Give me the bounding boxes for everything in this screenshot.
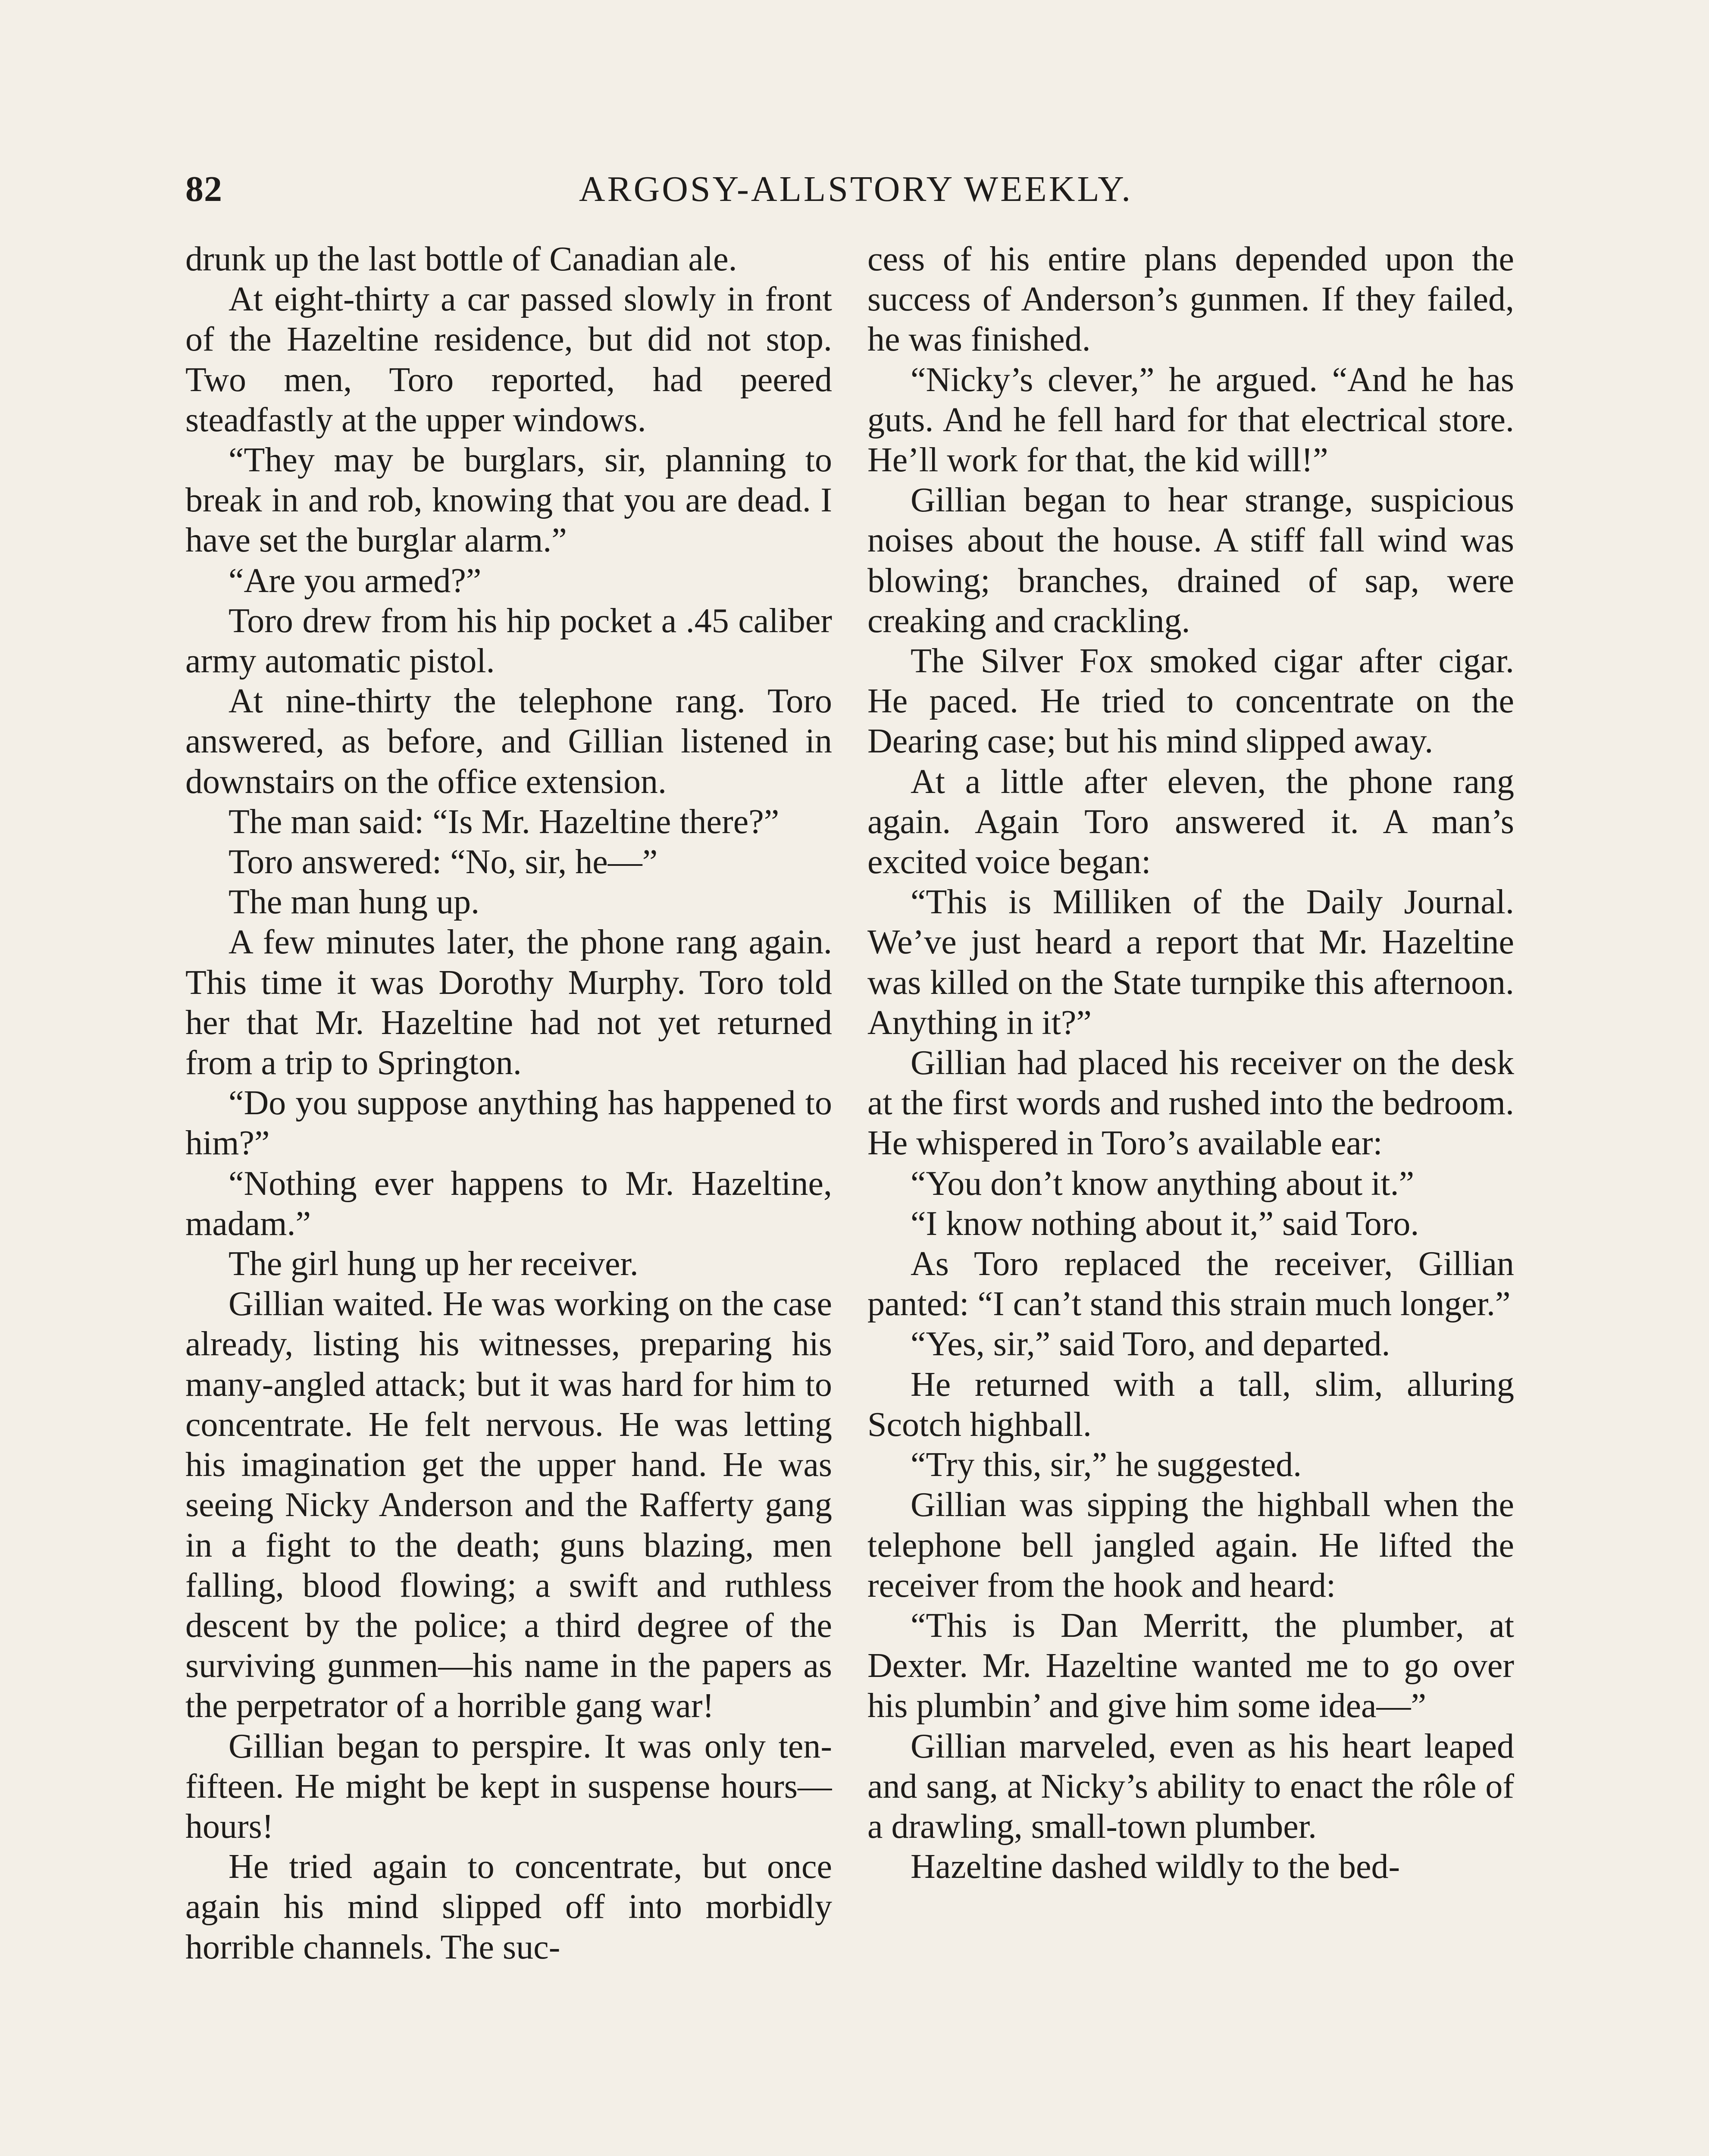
paragraph: He tried again to concentrate, but once again his mind slipped off into morbidly horrible channels. The suc- <box>185 1848 832 1966</box>
paragraph: drunk up the last bottle of Canadian ale. <box>185 240 737 278</box>
paragraph: Toro answered: “No, sir, he—” <box>228 843 658 881</box>
paragraph: Gillian was sipping the highball when the telephone bell jangled again. He lifted the receiver from the hook and heard: <box>867 1486 1514 1604</box>
paragraph: Gillian began to perspire. It was only ten-fifteen. He might be kept in suspense hours—hours! <box>185 1727 832 1846</box>
paragraph: “Nothing ever happens to Mr. Hazeltine, madam.” <box>185 1164 832 1243</box>
paragraph: Gillian began to hear strange, suspicious noises about the house. A stiff fall wind was blowing; branches, drained of sap, were creaking and crackling. <box>867 481 1514 640</box>
paragraph: “I know nothing about it,” said Toro. <box>911 1204 1419 1243</box>
paragraph: As Toro replaced the receiver, Gillian panted: “I can’t stand this strain much longer.” <box>867 1245 1514 1323</box>
paragraph: The man hung up. <box>228 883 480 921</box>
paragraph: Gillian had placed his receiver on the desk at the first words and rushed into the bedroom. He whispered in Toro’s available ear: <box>867 1044 1514 1163</box>
paragraph: At a little after eleven, the phone rang again. Again Toro answered it. A man’s excited voice began: <box>867 762 1514 881</box>
paragraph: The man said: “Is Mr. Hazeltine there?” <box>228 802 779 841</box>
paragraph: “Nicky’s clever,” he argued. “And he has guts. And he fell hard for that electrical store. He’ll work for that, the kid will!” <box>867 360 1514 479</box>
page-header <box>185 168 1526 220</box>
page-number: 82 <box>185 169 222 209</box>
paragraph: Toro drew from his hip pocket a .45 caliber army automatic pistol. <box>185 602 832 680</box>
paragraph: “Yes, sir,” said Toro, and departed. <box>911 1325 1390 1363</box>
paragraph: “This is Milliken of the Daily Journal. We’ve just heard a report that Mr. Hazeltine was killed on the State turnpike this afternoon. Anything in it?” <box>867 883 1514 1042</box>
paragraph: “Are you armed?” <box>228 561 482 600</box>
paragraph: At eight-thirty a car passed slowly in front of the Hazeltine residence, but did not stop. Two men, Toro reported, had peered steadfastly at the upper windows. <box>185 280 832 439</box>
paragraph: “You don’t know anything about it.” <box>911 1164 1415 1203</box>
paragraph: “Try this, sir,” he suggested. <box>911 1446 1302 1484</box>
paragraph: A few minutes later, the phone rang again. This time it was Dorothy Murphy. Toro told her that Mr. Hazeltine had not yet returned from a trip to Springton. <box>185 923 832 1082</box>
paragraph: He returned with a tall, slim, alluring Scotch highball. <box>867 1365 1514 1444</box>
paragraph: At nine-thirty the telephone rang. Toro answered, as before, and Gillian listened in downstairs on the office extension. <box>185 682 832 801</box>
right-column <box>867 239 1514 2156</box>
left-column <box>185 239 832 2156</box>
paragraph: Gillian marveled, even as his heart leaped and sang, at Nicky’s ability to enact the rôle of a drawling, small-town plumber. <box>867 1727 1514 1846</box>
paragraph: “Do you suppose anything has happened to him?” <box>185 1084 832 1163</box>
paragraph: The Silver Fox smoked cigar after cigar. He paced. He tried to concentrate on the Dearing case; but his mind slipped away. <box>867 642 1514 761</box>
paragraph: “They may be burglars, sir, planning to break in and rob, knowing that you are dead. I have set the burglar alarm.” <box>185 441 832 560</box>
paragraph: cess of his entire plans depended upon the success of Anderson’s gunmen. If they failed, he was finished. <box>867 240 1514 359</box>
paragraph: The girl hung up her receiver. <box>228 1245 639 1283</box>
paragraph: “This is Dan Merritt, the plumber, at Dexter. Mr. Hazeltine wanted me to go over his plumbin’ and give him some idea—” <box>867 1606 1514 1725</box>
paragraph: Hazeltine dashed wildly to the bed- <box>911 1848 1400 1886</box>
paragraph: Gillian waited. He was working on the case already, listing his witnesses, preparing his many-angled attack; but it was hard for him to concentrate. He felt nervous. He was letting his imagination get the upper hand. He was seeing Nicky Anderson and the Rafferty gang in a fight to the death; guns blazing, men falling, blood flowing; a swift and ruthless descent by the police; a third degree of the surviving gunmen—his name in the papers as the perpetrator of a horrible gang war! <box>185 1285 832 1725</box>
running-title: ARGOSY-ALLSTORY WEEKLY. <box>579 169 1133 209</box>
